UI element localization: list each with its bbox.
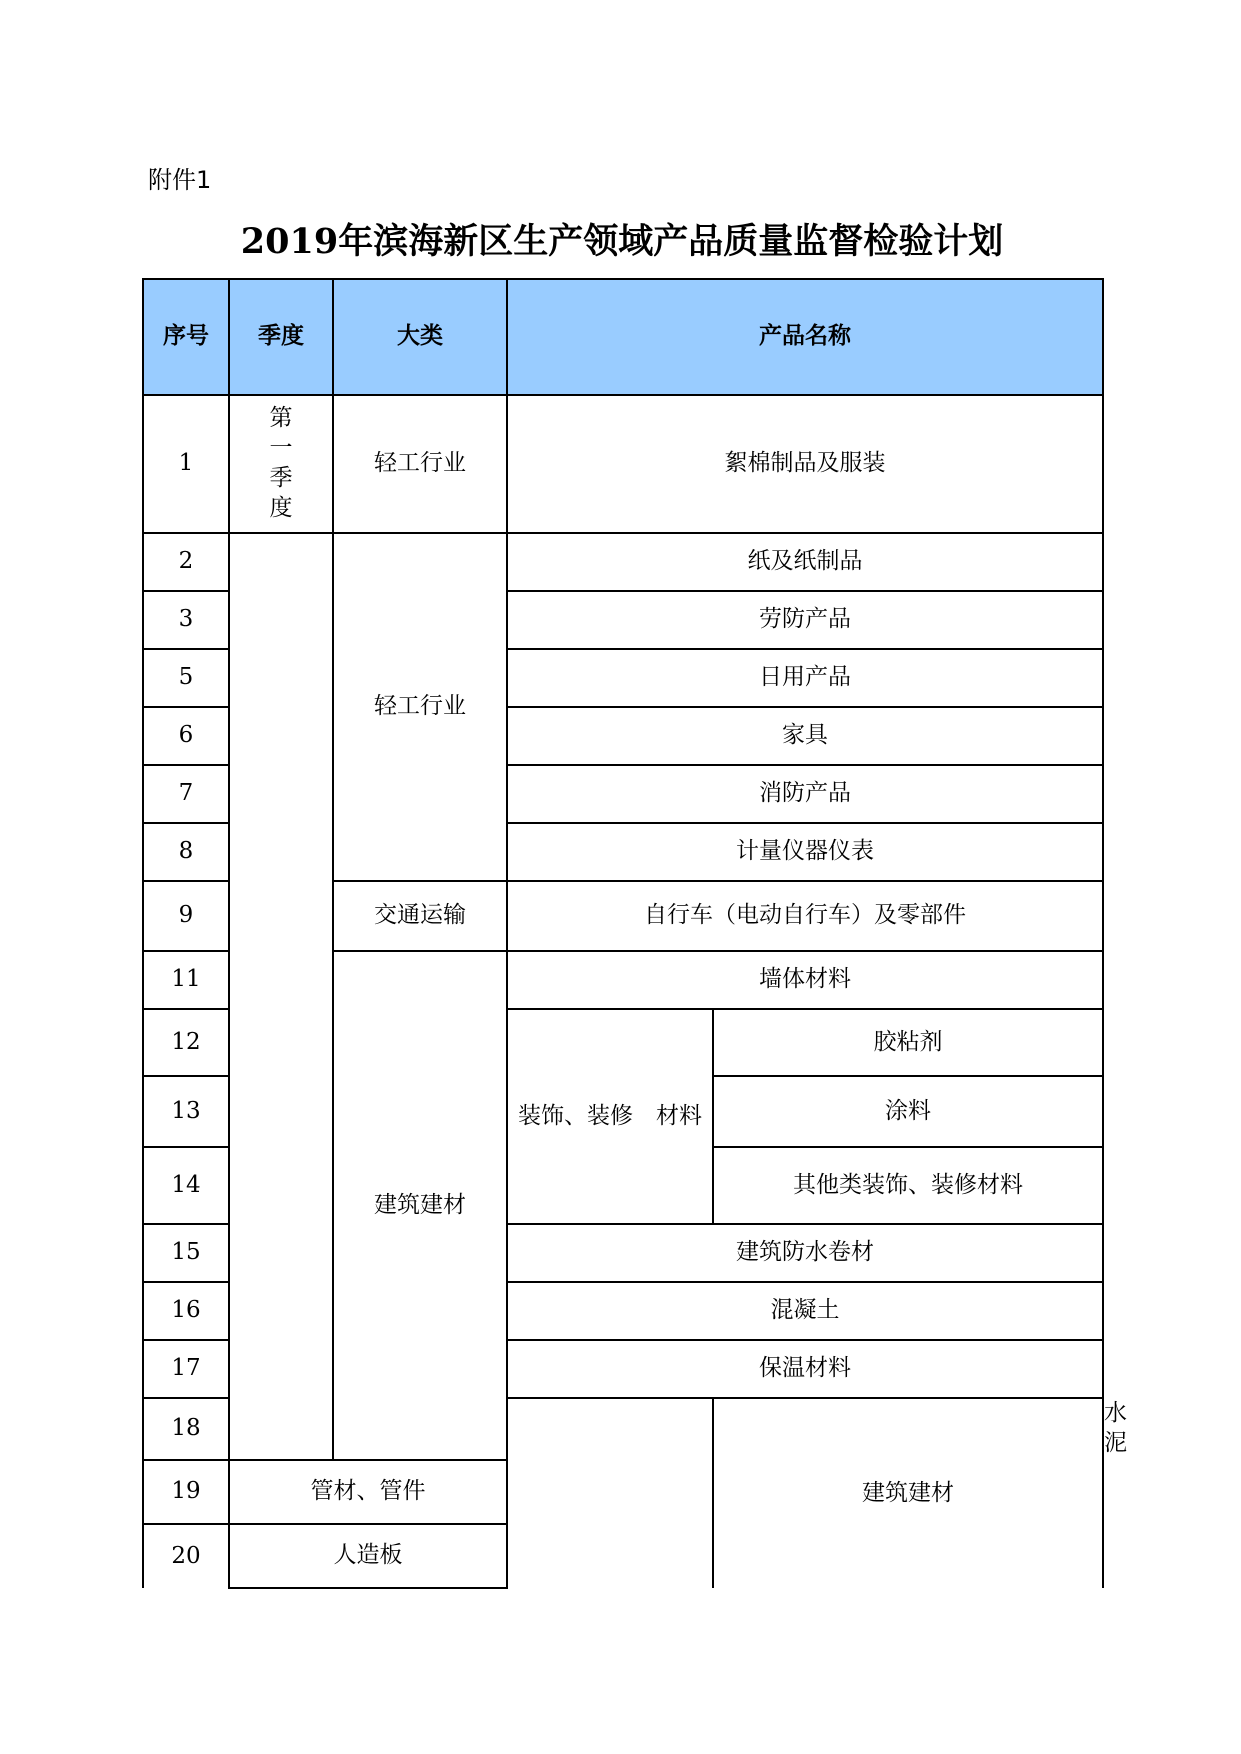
row-product: 墙体材料 bbox=[507, 951, 1103, 1009]
table-row: 18 建筑建材 水泥 bbox=[143, 1398, 1103, 1460]
row-seq: 16 bbox=[143, 1282, 229, 1340]
row-category: 交通运输 bbox=[333, 881, 507, 951]
row-product: 涂料 bbox=[713, 1076, 1103, 1147]
row-seq: 9 bbox=[143, 881, 229, 951]
group-category-light-industry: 轻工行业 bbox=[333, 533, 507, 881]
group-category-building: 建筑建材 bbox=[333, 951, 507, 1460]
header-seq: 序号 bbox=[143, 279, 229, 395]
row-product: 纸及纸制品 bbox=[507, 533, 1103, 591]
table-row bbox=[143, 533, 1103, 591]
row-seq: 19 bbox=[143, 1460, 229, 1524]
attachment-label: 附件1 bbox=[148, 166, 212, 194]
table-header-row bbox=[143, 279, 1103, 395]
row-seq: 12 bbox=[143, 1009, 229, 1076]
row-seq: 8 bbox=[143, 823, 229, 881]
row-product: 保温材料 bbox=[507, 1340, 1103, 1398]
row-product: 其他类装饰、装修材料 bbox=[713, 1147, 1103, 1224]
row-product: 混凝土 bbox=[507, 1282, 1103, 1340]
row-seq: 11 bbox=[143, 951, 229, 1009]
season-blank-1 bbox=[229, 533, 333, 1460]
group-category-building-2: 建筑建材 bbox=[713, 1398, 1103, 1588]
header-season: 季度 bbox=[229, 279, 333, 395]
row-seq: 14 bbox=[143, 1147, 229, 1224]
row-seq: 13 bbox=[143, 1076, 229, 1147]
header-category: 大类 bbox=[333, 279, 507, 395]
subgroup-decoration: 装饰、装修 材料 bbox=[507, 1009, 713, 1224]
row-product: 絮棉制品及服装 bbox=[507, 395, 1103, 533]
row-seq: 5 bbox=[143, 649, 229, 707]
row-product: 日用产品 bbox=[507, 649, 1103, 707]
row-seq: 15 bbox=[143, 1224, 229, 1282]
row-product: 人造板 bbox=[229, 1524, 507, 1588]
row-category: 轻工行业 bbox=[333, 395, 507, 533]
row-product: 计量仪器仪表 bbox=[507, 823, 1103, 881]
table-row bbox=[143, 395, 1103, 533]
row-seq: 2 bbox=[143, 533, 229, 591]
row-seq: 1 bbox=[143, 395, 229, 533]
row-seq: 6 bbox=[143, 707, 229, 765]
row-product: 消防产品 bbox=[507, 765, 1103, 823]
row-seq: 20 bbox=[143, 1524, 229, 1588]
page-title: 2019年滨海新区生产领域产品质量监督检验计划 bbox=[240, 221, 1004, 262]
row-seq: 3 bbox=[143, 591, 229, 649]
season-q1: 第 一 季 度 bbox=[229, 395, 333, 533]
season-blank-2 bbox=[507, 1398, 713, 1588]
row-product: 劳防产品 bbox=[507, 591, 1103, 649]
row-product: 自行车（电动自行车）及零部件 bbox=[507, 881, 1103, 951]
row-product: 建筑防水卷材 bbox=[507, 1224, 1103, 1282]
row-seq: 17 bbox=[143, 1340, 229, 1398]
header-product: 产品名称 bbox=[507, 279, 1103, 395]
row-seq: 7 bbox=[143, 765, 229, 823]
plan-table bbox=[142, 278, 1127, 1589]
row-product: 胶粘剂 bbox=[713, 1009, 1103, 1076]
row-seq: 18 bbox=[143, 1398, 229, 1460]
row-product: 管材、管件 bbox=[229, 1460, 507, 1524]
row-product: 家具 bbox=[507, 707, 1103, 765]
